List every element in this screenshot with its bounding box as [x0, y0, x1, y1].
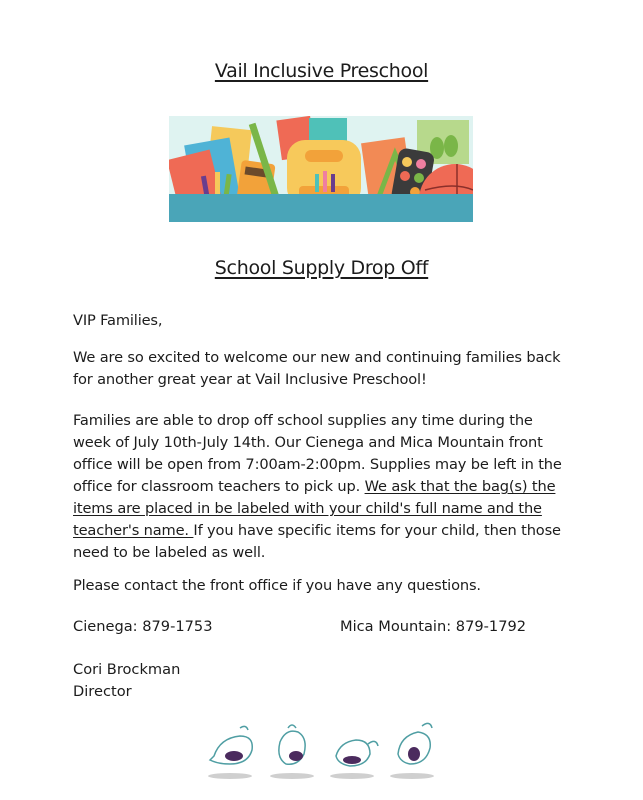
greeting: VIP Families, [73, 312, 163, 329]
welcome-paragraph: We are so excited to welcome our new and continuing families back for another great year at Vail Inclusive Preschool! [73, 349, 561, 388]
cienega-phone: Cienega: 879-1753 [73, 618, 213, 635]
drop-off-details: Families are able to drop off school supplies any time during the week of July 10th-July 14th. Our Cienega and Mica Mountain front office will be open from 7:00am-2:00pm. Supplies may be left in the office for classroom teachers to pick up. [73, 412, 562, 495]
section-heading: School Supply Drop Off [214, 257, 429, 279]
mica-mountain-phone: Mica Mountain: 879-1792 [340, 618, 527, 635]
document-title: Vail Inclusive Preschool [214, 60, 429, 82]
signature-name: Cori Brockman [73, 661, 181, 678]
signature-block [73, 659, 180, 703]
contact-paragraph: Please contact the front office if you have any questions. [73, 577, 481, 594]
school-supplies-illustration [169, 116, 473, 222]
specific-items-note: If you have specific items for your child, then those need to be labeled as well. [73, 522, 561, 561]
signature-role: Director [73, 683, 132, 700]
running-quails-icon [200, 718, 446, 788]
labeling-instructions: We ask that the bag(s) the items are placed in be labeled with your child's full name and the teacher's name. [73, 478, 556, 539]
drop-off-paragraph [73, 410, 573, 564]
